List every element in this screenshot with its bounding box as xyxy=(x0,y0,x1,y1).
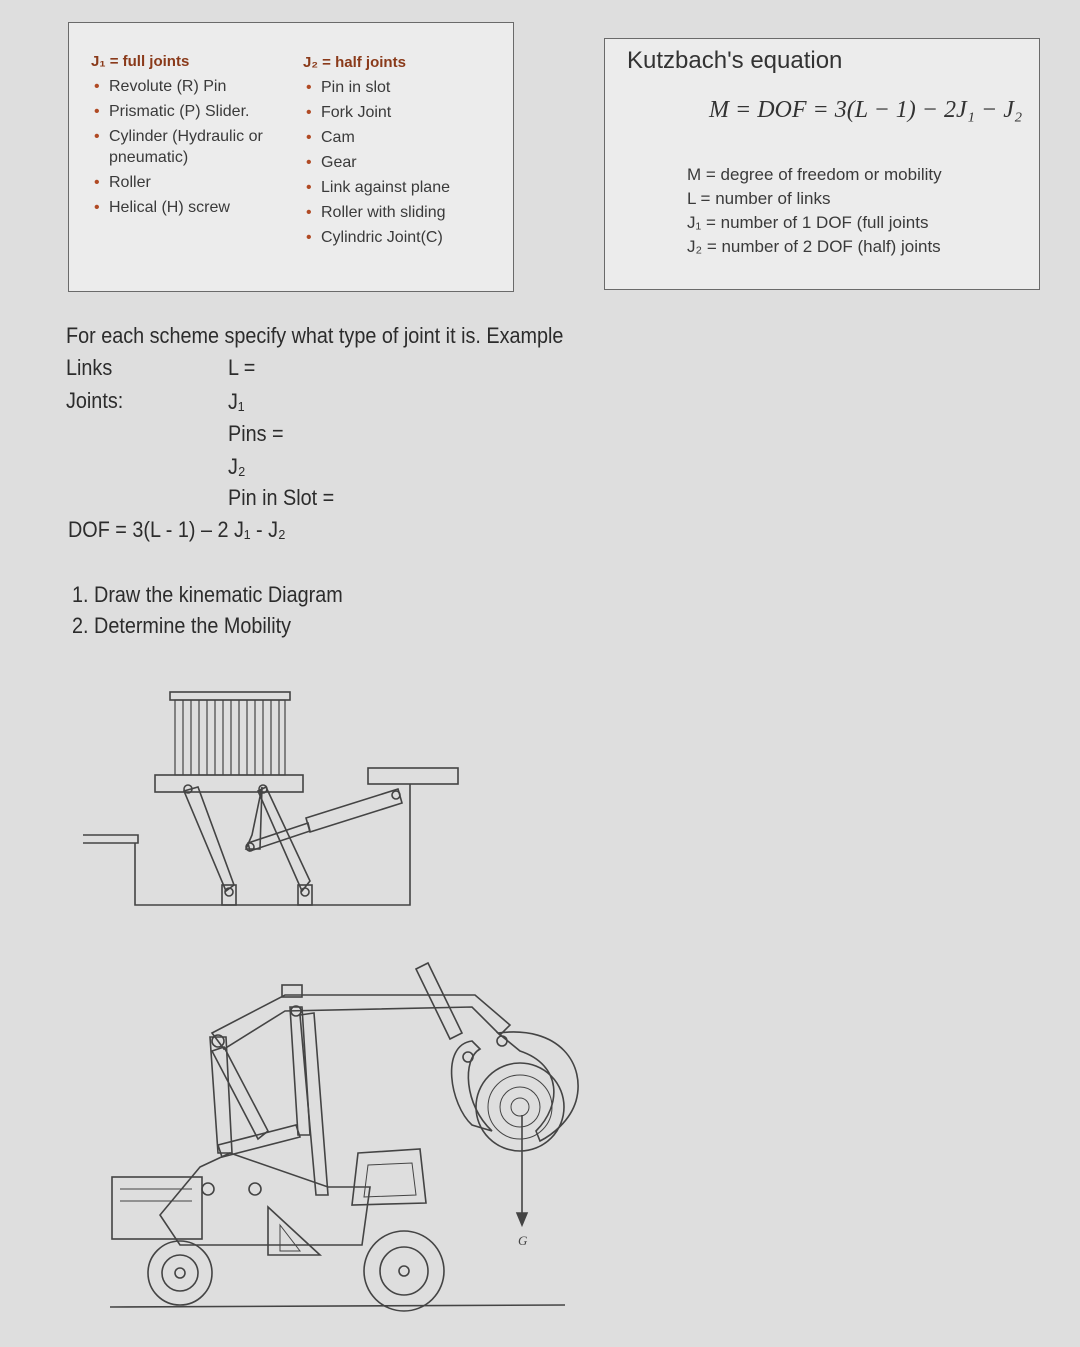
definition-line: L = number of links xyxy=(687,189,831,208)
j1-label: J₁ xyxy=(228,389,245,414)
weight-arrow xyxy=(517,1115,527,1225)
front-upright xyxy=(290,1007,310,1135)
load-bars xyxy=(175,700,285,775)
half-joint-item: • Roller with sliding xyxy=(303,200,503,225)
step-2: 2. Determine the Mobility xyxy=(72,613,291,638)
task-intro: For each scheme specify what type of joint it is. Example xyxy=(66,323,564,348)
kutzbach-title: Kutzbach's equation xyxy=(627,47,843,74)
half-joint-item: • Gear xyxy=(303,150,503,175)
log-loader-figure xyxy=(100,955,580,1320)
full-joint-item: • Prismatic (P) Slider. xyxy=(91,99,291,124)
pins-label: Pins = xyxy=(228,421,284,446)
full-joint-item: • Cylinder (Hydraulic or pneumatic) xyxy=(91,124,291,170)
pivot-pin xyxy=(463,1052,473,1062)
full-joints-column xyxy=(91,49,291,220)
j2-label: J₂ xyxy=(228,454,246,479)
left-step xyxy=(83,835,138,843)
half-joint-item: • Cam xyxy=(303,125,503,150)
full-joint-item: • Revolute (R) Pin xyxy=(91,74,291,99)
half-joint-item: • Link against plane xyxy=(303,175,503,200)
diagonal-link xyxy=(212,1047,268,1139)
kutzbach-definitions xyxy=(687,163,942,259)
lift-platform xyxy=(155,775,303,792)
definition-line: J₁ = number of 1 DOF (full joints xyxy=(687,213,929,232)
half-joints-column xyxy=(303,50,503,250)
main-boom xyxy=(212,995,510,1049)
joints-label: Joints: xyxy=(66,388,124,413)
scissor-lift-figure xyxy=(80,685,480,915)
pivot-pin xyxy=(202,1183,214,1195)
full-joint-item: • Helical (H) screw xyxy=(91,195,291,220)
grapple-rod xyxy=(416,963,462,1039)
dof-formula: DOF = 3(L - 1) – 2 J₁ - J₂ xyxy=(68,517,286,542)
frame-bracket xyxy=(268,1207,320,1255)
links-value: L = xyxy=(228,355,256,380)
right-shelf xyxy=(368,768,458,784)
engine-block xyxy=(112,1177,202,1239)
pivot-pin xyxy=(249,1183,261,1195)
pin-joint xyxy=(392,791,400,799)
half-joint-item: • Pin in slot xyxy=(303,75,503,100)
full-joint-item: • Roller xyxy=(91,170,291,195)
definition-line: M = degree of freedom or mobility xyxy=(687,165,942,184)
full-joints-header: J₁ = full joints xyxy=(91,53,190,70)
half-joint-item: • Fork Joint xyxy=(303,100,503,125)
half-joint-item: • Cylindric Joint(C) xyxy=(303,225,503,250)
load-top-plate xyxy=(170,692,290,700)
definition-line: J₂ = number of 2 DOF (half) joints xyxy=(687,237,941,256)
kutzbach-equation: M = DOF = 3(L − 1) − 2J₁ − J₂ xyxy=(709,97,1023,123)
pin-in-slot-label: Pin in Slot = xyxy=(228,485,335,510)
rear-wheel xyxy=(148,1241,212,1305)
kutzbach-box xyxy=(604,38,1040,290)
scissor-arm-left xyxy=(184,787,234,891)
front-wheel xyxy=(364,1231,444,1311)
force-label: G xyxy=(518,1233,528,1248)
links-label: Links xyxy=(66,355,113,380)
cab xyxy=(352,1149,426,1205)
pivot-pin xyxy=(497,1036,507,1046)
step-1: 1. Draw the kinematic Diagram xyxy=(72,582,343,607)
joint-types-box xyxy=(68,22,514,292)
loader-body xyxy=(160,1153,370,1245)
half-joints-header: J₂ = half joints xyxy=(303,54,406,71)
